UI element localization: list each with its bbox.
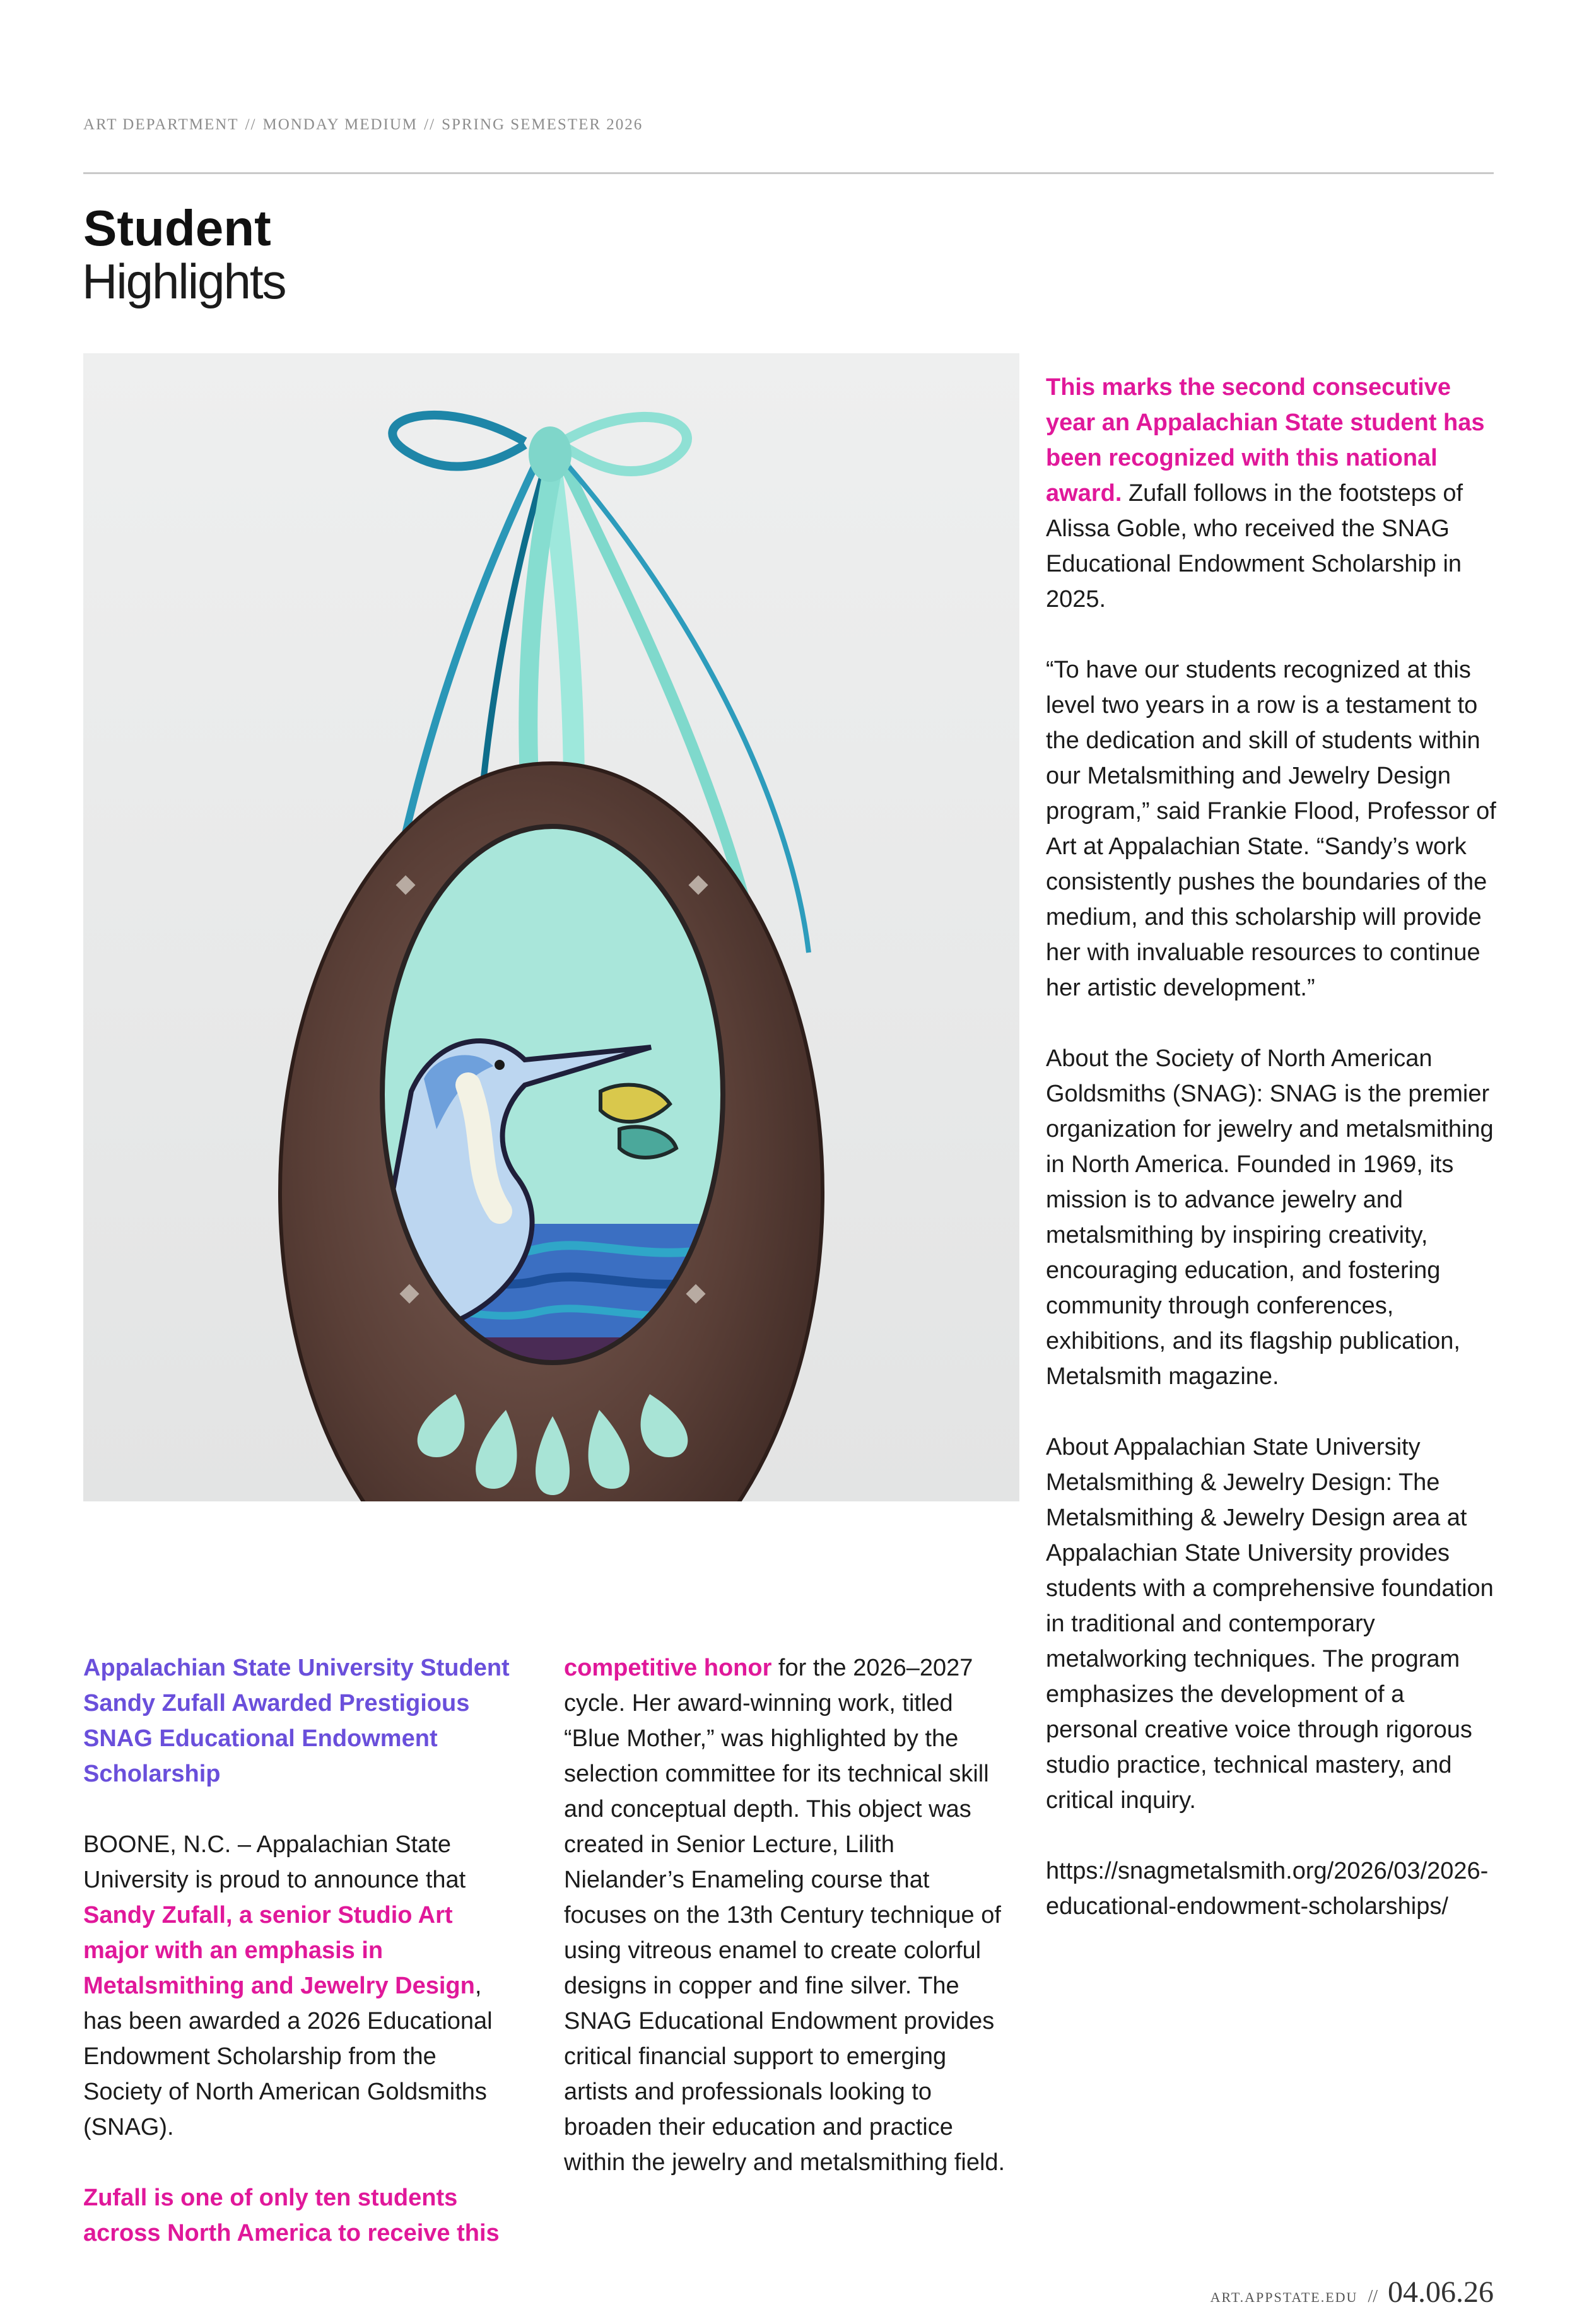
highlight-text: competitive honor	[564, 1655, 772, 1681]
article-column-1	[83, 1650, 519, 2251]
breadcrumb	[83, 116, 643, 134]
page-subtitle: Highlights	[82, 254, 286, 309]
article-paragraph	[83, 2180, 519, 2251]
header-rule	[83, 172, 1494, 174]
footer-date: 04.06.26	[1388, 2275, 1494, 2309]
breadcrumb-item: SPRING SEMESTER 2026	[442, 116, 643, 133]
highlight-text: Sandy Zufall, a senior Studio Art major with an emphasis in Metalsmithing and Jewelry Design	[83, 1902, 475, 1999]
article-paragraph	[83, 1827, 519, 2145]
highlight-text: Zufall is one of only ten students across North America to receive this	[83, 2185, 500, 2246]
article-headline: Appalachian State University Student Sandy Zufall Awarded Prestigious SNAG Educational Endowment Scholarship	[83, 1655, 510, 1787]
article-paragraph	[1046, 370, 1500, 617]
breadcrumb-separator: //	[245, 116, 257, 133]
text-run: BOONE, N.C. – Appalachian State University is proud to announce that	[83, 1831, 466, 1893]
highlight-source	[564, 2215, 565, 2216]
quote-paragraph: “To have our students recognized at this level two years in a row is a testament to the dedication and skill of students within our Metalsmithing and Jewelry Design program,” said Frankie Flood, Professor of Art at Appalachian State. “Sandy’s work consistently pushes the boundaries of the medium, and this scholarship will provide her with invaluable resources to continue her artistic development.”	[1046, 657, 1496, 1001]
footer	[1211, 2275, 1494, 2309]
footer-url[interactable]: ART.APPSTATE.EDU	[1210, 2289, 1358, 2305]
breadcrumb-item: ART DEPARTMENT	[83, 116, 239, 133]
about-program-paragraph: About Appalachian State University Metalsmithing & Jewelry Design: The Metalsmithing & Jewelry Design area at Appalachian State University provides students with a comprehensive foundation in traditional and contemporary metalworking techniques. The program emphasizes the development of a personal creative voice through rigorous studio practice, technical mastery, and critical inquiry.	[1046, 1434, 1494, 1814]
breadcrumb-separator: //	[424, 116, 436, 133]
breadcrumb-item: MONDAY MEDIUM	[262, 116, 418, 133]
footer-separator: //	[1368, 2287, 1378, 2306]
article-column-2	[564, 1650, 1012, 2215]
highlight-text: This marks the second consecutive year an Appalachian State student has been recognized with this national award.	[1046, 374, 1485, 507]
text-run: , has been awarded a 2026 Educational Endowment Scholarship from the Society of North American Goldsmiths (SNAG).	[83, 1973, 493, 2140]
text-run: for the 2026–2027 cycle. Her award-winning work, titled “Blue Mother,” was highlighted by the selection committee for its technical skill and conceptual depth. This object was created in Senior Lecture, Lilith Nielander’s Enameling course that focuses on the 13th Century technique of using vitreous enamel to create colorful designs in copper and fine silver. The SNAG Educational Endowment provides critical financial support to emerging artists and professionals looking to broaden their education and practice within the jewelry and metalsmithing field.	[564, 1655, 1005, 2176]
text-run: Zufall follows in the footsteps of Alissa Goble, who received the SNAG Educational Endowment Scholarship in 2025.	[1046, 480, 1463, 613]
article-paragraph	[564, 1650, 1012, 2180]
enamel-heron-ornament-image	[83, 353, 1019, 1501]
page-title: Student	[83, 200, 271, 256]
about-snag-paragraph: About the Society of North American Goldsmiths (SNAG): SNAG is the premier organization for jewelry and metalsmithing in North America. Founded in 1969, its mission is to advance jewelry and metalsmithing by inspiring creativity, encouraging education, and fostering community through conferences, exhibitions, and its flagship publication, Metalsmith magazine.	[1046, 1045, 1494, 1390]
article-column-3	[1046, 370, 1500, 1924]
source-link[interactable]: https://snagmetalsmith.org/2026/03/2026-educational-endowment-scholarships/	[1046, 1858, 1489, 1920]
